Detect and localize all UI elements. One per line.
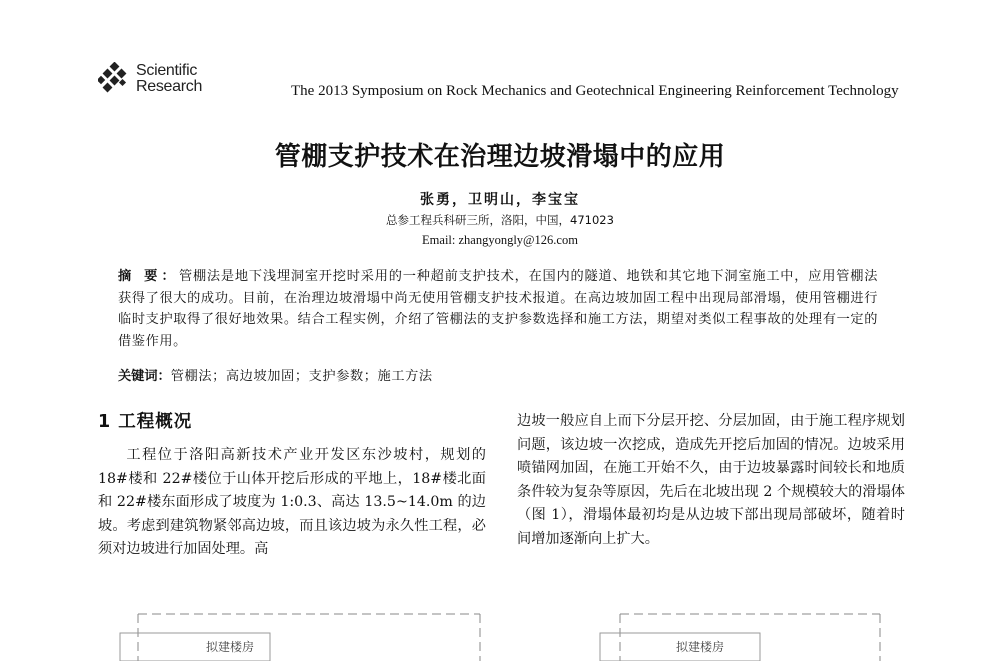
section-1-left-column: 工程位于洛阳高新技术产业开发区东沙坡村，规划的 18#楼和 22#楼位于山体开挖后形成的平地上，18#楼北面和 22#楼东面形成了坡度为 1:0.3、高达 13.5~14.0m 的边坡。考虑到建筑物紧邻高边坡，而且该边坡为永久性工程，必须对边坡进行加固处理。高 xyxy=(98,447,486,558)
abstract-text: 管棚法是地下浅埋洞室开挖时采用的一种超前支护技术，在国内的隧道、地铁和其它地下洞室施工中，应用管棚法获得了很大的成功。目前，在治理边坡滑塌中尚无使用管棚支护技术报道。在高边坡加固工程中出现局部滑塌，使用管棚进行临时支护取得了很好地效果。结合工程实例，介绍了管棚法的支护参数选择和施工方法，期望对类似工程事故的处理有一定的借鉴作用。 xyxy=(118,269,879,349)
logo-line-1: Scientific xyxy=(136,62,198,79)
paper-authors: 张勇，卫明山，李宝宝 xyxy=(420,192,580,208)
paper-title: 管棚支护技术在治理边坡滑塌中的应用 xyxy=(274,142,726,172)
keywords xyxy=(118,365,878,384)
keywords-text: 管棚法；高边坡加固；支护参数；施工方法 xyxy=(170,369,433,384)
section-1-heading: 1 工程概况 xyxy=(98,412,193,432)
figure-1-drawing xyxy=(0,600,1000,661)
figure-label-right: 拟建楼房 xyxy=(676,640,725,654)
logo-text xyxy=(136,63,202,95)
abstract-label: 摘 要： xyxy=(118,269,179,284)
figure-label-left: 拟建楼房 xyxy=(206,640,255,654)
publisher-logo xyxy=(98,62,202,96)
abstract xyxy=(118,266,878,352)
section-1-right-column: 边坡一般应自上而下分层开挖、分层加固，由于施工程序规划问题，该边坡一次挖成，造成先开挖后加固的情况。边坡采用喷锚网加固，在施工开始不久，由于边坡暴露时间较长和地质条件较为复杂等原因，先后在北坡出现 2 个规模较大的滑塌体（图 1），滑塌体最初均是从边坡下部出现局部破坏，随着时间增加逐渐向上扩大。 xyxy=(517,413,905,547)
scientific-research-logo-icon xyxy=(98,62,132,96)
keywords-label: 关键词： xyxy=(118,369,171,384)
logo-line-2: Research xyxy=(136,78,203,95)
symposium-name: The 2013 Symposium on Rock Mechanics and Geotechnical Engineering Reinforcement Technology xyxy=(291,83,899,99)
author-affiliation: 总参工程兵科研三所，洛阳，中国，471023 xyxy=(386,213,614,227)
figure-1 xyxy=(0,600,1000,661)
author-email: Email: zhangyongly@126.com xyxy=(422,233,578,247)
